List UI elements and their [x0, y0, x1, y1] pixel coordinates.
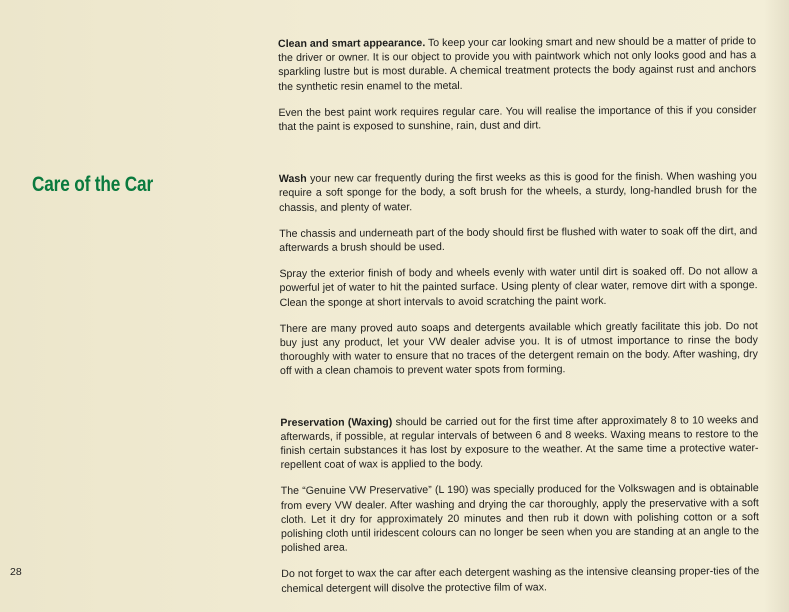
paragraph-text: The “Genuine VW Preservative” (L 190) was specially produced for the Volkswagen and is obtainable from every VW dealer. After washing and drying the car thoroughly, apply the preservative with a soft cloth. Let it dry for approximately 20 minutes and then rub it down with polishing cotton or a soft polishing cloth until iridescent colours can no longer be seen when you are standing at an angle to the polished area. — [280, 482, 760, 555]
paragraph-lead: Wash — [278, 173, 307, 186]
body-text — [278, 34, 759, 596]
paragraph-clean-appearance — [278, 34, 756, 94]
page-number: 28 — [10, 566, 22, 578]
page-heading: Care of the Car — [32, 173, 153, 196]
paragraph-lead: Clean and smart appearance. — [278, 37, 426, 50]
paragraph-text: should be carried out for the first time after approximately 8 to 10 weeks and afterwards, if possible, at regular intervals of between 6 and 8 weeks. Waxing means to restore to the finish certain substances it has lost by exposure to the weather. At the same time a protective water-repellent coat of wax is applied to the body. — [280, 413, 759, 472]
paragraph-detergents — [280, 319, 758, 379]
paragraph-spray — [279, 264, 757, 310]
paragraph-lead: Preservation (Waxing) — [280, 415, 393, 429]
paragraph-text: Spray the exterior finish of body and wheels evenly with water until dirt is soaked off. Do not allow a powerful jet of water to hit the painted surface. Using plenty of clear water, remove dirt with a sponge. Clean the sponge at short intervals to avoid scratching the paint work. — [279, 265, 758, 309]
paragraph-text: Do not forget to wax the car after each detergent washing as the intensive cleansing proper-ties of the chemical detergent will disolve the protective film of wax. — [281, 565, 760, 595]
paragraph-text: Even the best paint work requires regular care. You will realise the importance of this if you consider that the paint is exposed to sunshine, rain, dust and dirt. — [278, 103, 757, 134]
paragraph-chassis — [279, 224, 757, 255]
paragraph-text: your new car frequently during the first weeks as this is good for the finish. When washing you require a soft sponge for the body, a soft brush for the wheels, a sturdy, long-handled brush for the chassis, and plenty of water. — [278, 170, 757, 214]
paragraph-wax-reminder — [281, 565, 759, 596]
paragraph-wash — [279, 169, 757, 215]
paragraph-paint-care — [278, 103, 756, 134]
page-gutter-shadow — [764, 0, 789, 612]
paragraph-preservation — [280, 413, 758, 473]
paragraph-text: The chassis and underneath part of the body should first be flushed with water to soak off the dirt, and afterwards a brush should be used. — [279, 224, 758, 255]
paragraph-text: To keep your car looking smart and new should be a matter of pride to the driver or owner. It is our object to provide you with paintwork which not only looks good and has a sparkling lustre but is most durable. A chemical treatment protects the body against rust and anchors the synthetic resin enamel to the metal. — [278, 35, 757, 93]
paragraph-text: There are many proved auto soaps and detergents available which greatly facilitate this job. Do not buy just any product, let your VW dealer advise you. It is of utmost importance to rinse the body thoroughly with water to ensure that no traces of the detergent remain on the body. After washing, dry off with a clean chamois to prevent water spots from forming. — [279, 319, 758, 378]
paragraph-vw-preservative — [281, 482, 759, 556]
